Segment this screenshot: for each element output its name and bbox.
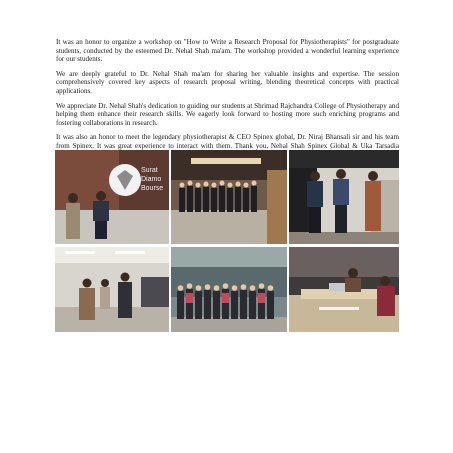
svg-text:Surat: Surat: [141, 167, 158, 174]
photo-meeting-table: [289, 247, 399, 332]
article-text: [56, 38, 399, 165]
photo-lobby: [55, 247, 169, 332]
photo-group-outdoor: [171, 247, 287, 332]
photo-building-entrance: [55, 150, 169, 244]
paragraph-appreciation: We appreciate Dr. Nehal Shah's dedication to guiding our students at Shrimad Rajchandra College of Physiotherapy and helping them enhance their research skills. We eagerly look forward to hosting more such enriching programs and fostering collaborations in research.: [56, 101, 399, 127]
svg-text:Diamo: Diamo: [141, 176, 162, 183]
paragraph-gratitude: We are deeply grateful to Dr. Nehal Shah ma'am for sharing her valuable insights and expertise. The session comprehensively covered key aspects of research proposal writing, blending theoretical concepts with practical applications.: [56, 69, 399, 95]
photo-three-people: [289, 150, 399, 244]
photo-collage: [55, 150, 399, 333]
paragraph-intro: It was an honor to organize a workshop on "How to Write a Research Proposal for Physiotherapists" for postgraduate students, conducted by the esteemed Dr. Nehal Shah ma'am. The workshop provided a wonderful learning experience for our students.: [56, 38, 399, 64]
svg-text:Bourse: Bourse: [141, 185, 164, 192]
paragraph-spinex: It was also an honor to meet the legendary physiotherapist & CEO Spinex global, Dr. Niraj Bhansali sir and his team from Spinex. It was great experience to interact with them. Thank you, Nehal Shah Spinex Global & Uka Tarsadia: [56, 133, 399, 150]
photo-group-hall: [171, 150, 287, 244]
